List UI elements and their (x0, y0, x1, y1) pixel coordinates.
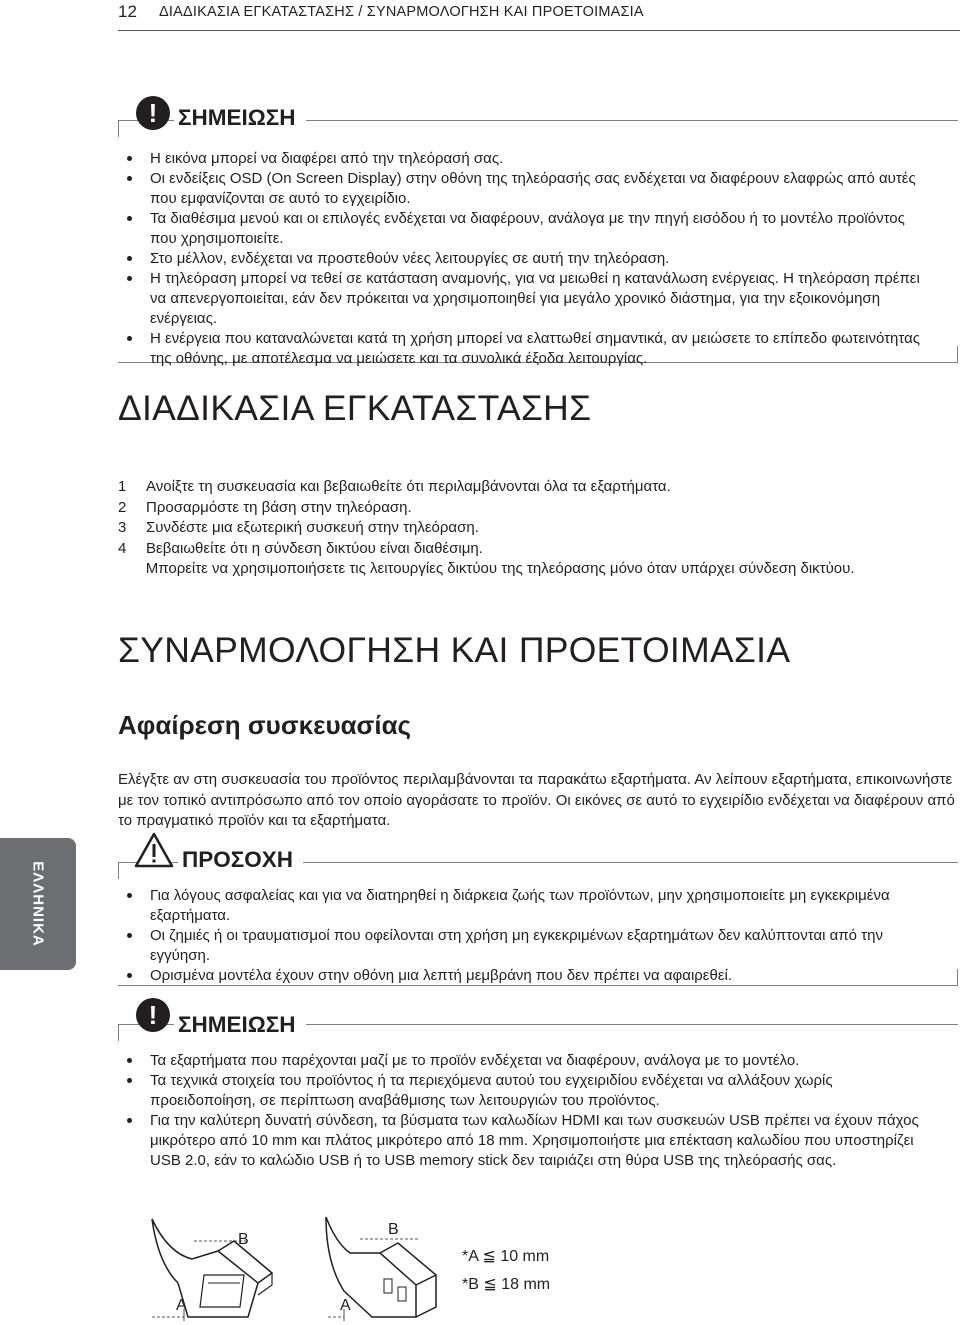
label-a-hdmi: A (176, 1297, 187, 1314)
label-b-usb: B (388, 1221, 399, 1238)
page-header (0, 0, 960, 30)
note-list (122, 149, 922, 369)
hdmi-plug-illustration (148, 1213, 278, 1325)
bullet-item: Για λόγους ασφαλείας και για να διατηρηθεί η διάρκεια ζωής των προϊόντων, μην χρησιμοποιείτε μη εγκεκριμένα εξαρτήματα. (122, 886, 922, 926)
install-heading: ΔΙΑΔΙΚΑΣΙΑ ΕΓΚΑΤΑΣΤΑΣΗΣ (118, 388, 592, 428)
language-side-tab (0, 838, 76, 970)
step-4-extra: Μπορείτε να χρησιμοποιήσετε τις λειτουργίες δικτύου της τηλεόρασης μόνο όταν υπάρχει σύνδεση δικτύου. (145, 560, 855, 577)
install-step (118, 518, 918, 539)
step-number: 3 (118, 519, 127, 536)
bullet-item: Οι ζημιές ή οι τραυματισμοί που οφείλονται στη χρήση μη εγκεκριμένων εξαρτημάτων δεν καλύπτονται από την εγγύηση. (122, 926, 922, 966)
language-label: ΕΛΛΗΝΙΚΑ (29, 861, 47, 947)
bullet-item: Στο μέλλον, ενδέχεται να προστεθούν νέες λειτουργίες σε αυτή την τηλεόραση. (122, 249, 922, 269)
size-a-limit: *A ≦ 10 mm (462, 1248, 550, 1265)
page-number: 12 (118, 2, 137, 21)
note-list-2 (122, 1051, 922, 1171)
step-text: Ανοίξτε τη συσκευασία και βεβαιωθείτε ότι περιλαμβάνονται όλα τα εξαρτήματα. (146, 478, 671, 495)
label-a-usb: A (340, 1297, 351, 1314)
caution-title: ΠΡΟΣΟΧΗ (178, 847, 303, 873)
running-title: ΔΙΑΔΙΚΑΣΙΑ ΕΓΚΑΤΑΣΤΑΣΗΣ / ΣΥΝΑΡΜΟΛΟΓΗΣΗ ΚΑΙ ΠΡΟΕΤΟΙΜΑΣΙΑ (159, 4, 644, 20)
warning-triangle-icon (134, 832, 174, 868)
install-step (118, 539, 918, 560)
label-b-hdmi: B (238, 1231, 249, 1248)
step-number: 1 (118, 478, 127, 495)
step-number: 4 (118, 539, 127, 557)
bullet-item: Τα τεχνικά στοιχεία του προϊόντος ή τα περιεχόμενα αυτού του εγχειριδίου ενδέχεται να αλλάξουν χωρίς προειδοποίηση, σε περίπτωση αναβάθμισης των λειτουργιών του προϊόντος. (122, 1071, 922, 1111)
header-rule (118, 30, 960, 31)
assembly-heading: ΣΥΝΑΡΜΟΛΟΓΗΣΗ ΚΑΙ ΠΡΟΕΤΟΙΜΑΣΙΑ (118, 630, 791, 670)
step-text: Συνδέστε μια εξωτερική συσκευή στην τηλεόραση. (146, 519, 479, 536)
unpacking-paragraph: Ελέγξτε αν στη συσκευασία του προϊόντος περιλαμβάνονται τα παρακάτω εξαρτήματα. Αν λείπουν εξαρτήματα, επικοινωνήστε με τον τοπικό αντιπρόσωπο από τον οποίο αγοράσατε το προϊόν. Οι εικόνες σε αυτό το εγχειρίδιο ενδέχεται να διαφέρουν από το πραγματικό προϊόν και τα εξαρτήματα. (118, 771, 955, 829)
exclamation-icon: ! (136, 96, 170, 130)
step-number: 2 (118, 498, 127, 516)
bullet-item: Τα εξαρτήματα που παρέχονται μαζί με το προϊόν ενδέχεται να διαφέρουν, ανάλογα με το μοντέλο. (122, 1051, 922, 1071)
step-text: Βεβαιωθείτε ότι η σύνδεση δικτύου είναι διαθέσιμη. (146, 539, 483, 557)
note-title: ΣΗΜΕΙΩΣΗ (174, 105, 306, 131)
size-b-limit: *B ≦ 18 mm (462, 1276, 551, 1293)
install-step (118, 477, 918, 498)
bullet-item: Η τηλεόραση μπορεί να τεθεί σε κατάσταση αναμονής, για να μειωθεί η κατανάλωση ενέργειας. Η τηλεόραση πρέπει να απενεργοποιείται, εάν δεν πρόκειται να χρησιμοποιηθεί για μεγάλο χρονικό διάστημα, για την εξοικονόμηση ενέργειας. (122, 269, 922, 329)
unpacking-subheading: Αφαίρεση συσκευασίας (118, 710, 412, 740)
note-title-2: ΣΗΜΕΙΩΣΗ (174, 1012, 306, 1038)
caution-list (122, 886, 922, 986)
exclamation-icon: ! (136, 998, 170, 1032)
install-step (118, 498, 918, 519)
install-steps (118, 477, 918, 580)
bullet-item: Τα διαθέσιμα μενού και οι επιλογές ενδέχεται να διαφέρουν, ανάλογα με την πηγή εισόδου ή το μοντέλο προϊόντος που χρησιμοποιείτε. (122, 209, 922, 249)
bullet-item: Για την καλύτερη δυνατή σύνδεση, τα βύσματα των καλωδίων HDMI και των συσκευών USB πρέπει να έχουν πάχος μικρότερο από 10 mm και πλάτος μικρότερο από 18 mm. Χρησιμοποιήστε μια επέκταση καλωδίου που υποστηρίζει USB 2.0, εάν το καλώδιο USB ή το USB memory stick δεν ταιριάζει στη θύρα USB της τηλεόρασής σας. (122, 1111, 922, 1171)
bullet-item: Η ενέργεια που καταναλώνεται κατά τη χρήση μπορεί να ελαττωθεί σημαντικά, αν μειώσετε το επίπεδο φωτεινότητας της οθόνης, με αποτέλεσμα να μειώσετε και τα συνολικά έξοδα λειτουργίας. (122, 329, 922, 369)
bullet-item: Οι ενδείξεις OSD (On Screen Display) στην οθόνη της τηλεόρασής σας ενδέχεται να διαφέρουν ελαφρώς από αυτές που εμφανίζονται σε αυτό το εγχειρίδιο. (122, 169, 922, 209)
bullet-item: Η εικόνα μπορεί να διαφέρει από την τηλεόρασή σας. (122, 149, 922, 169)
bullet-item: Ορισμένα μοντέλα έχουν στην οθόνη μια λεπτή μεμβράνη που δεν πρέπει να αφαιρεθεί. (122, 966, 922, 986)
step-text: Προσαρμόστε τη βάση στην τηλεόραση. (146, 498, 412, 516)
